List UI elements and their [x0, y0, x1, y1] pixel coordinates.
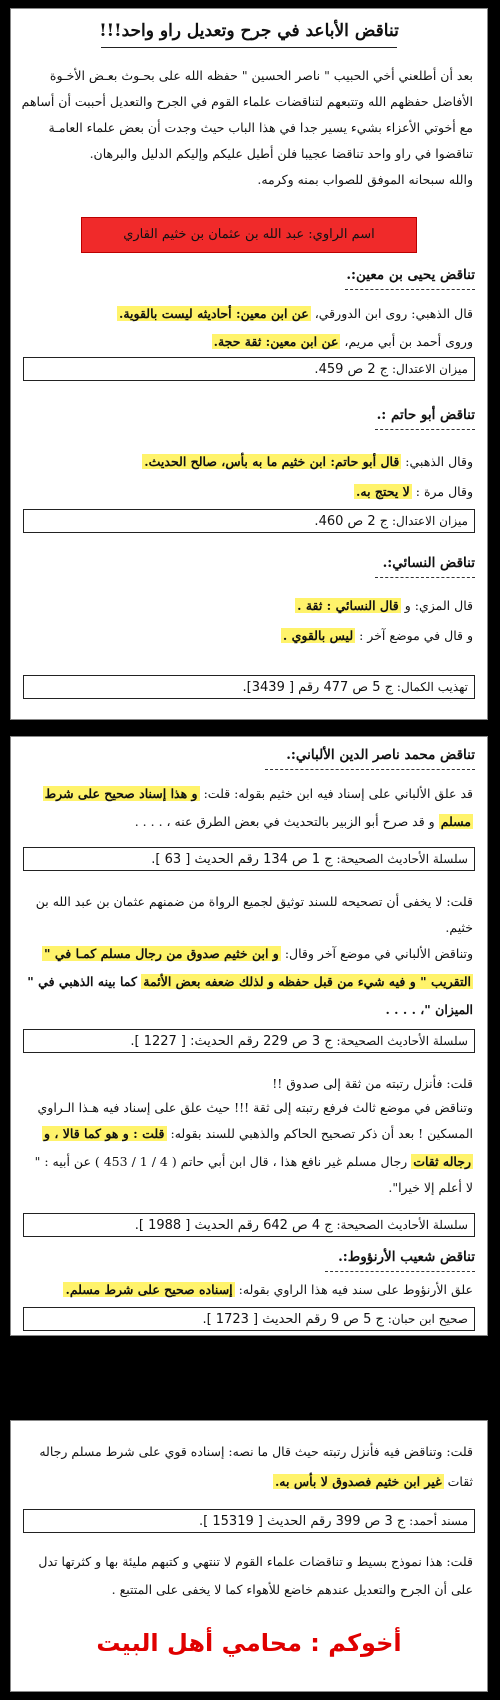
reference-number: ج 3 ص 399 رقم الحديث [ 15319 ].: [199, 1514, 406, 1529]
heading-underline: [325, 1271, 475, 1273]
comment-line: خثيم.: [445, 920, 473, 935]
quote-text: علق الأرنؤوط على سند فيه هذا الراوي بقوله:: [234, 1282, 473, 1297]
quote-line: [25, 1473, 473, 1491]
quote-line: [25, 305, 473, 323]
quote-line: لا أعلم إلا خيرا".: [388, 1180, 473, 1195]
author-signature: أخوكم : محامي أهل البيت: [96, 1629, 402, 1657]
document-title: تناقض الأباعد في جرح وتعديل راو واحد!!!: [99, 21, 399, 41]
quote-line: [25, 1125, 473, 1143]
highlighted-quote: ليس بالقوي .: [282, 628, 354, 643]
quote-text: كما بينه الذهبي في ": [27, 974, 142, 989]
heading-underline: [375, 577, 475, 579]
highlighted-quote: قال النسائي : ثقة .: [297, 598, 399, 613]
reference-source: سلسلة الأحاديث الصحيحة:: [332, 852, 468, 866]
title-underline: [101, 47, 397, 48]
highlighted-quote: غير ابن خثيم فصدوق لا بأس به.: [274, 1474, 442, 1489]
reference-number: ج 3 ص 229 رقم الحديث: [ 1227 ].: [130, 1034, 333, 1049]
highlighted-quote: و هذا إسناد صحيح على شرط: [44, 786, 198, 801]
reference-source: ميزان الاعتدال:: [388, 362, 468, 376]
intro-line: بعد أن أطلعني أخي الحبيب " ناصر الحسين " حفظه الله على بحـوث بعـض الأخـوة: [49, 68, 473, 83]
reference-source: ميزان الاعتدال:: [388, 514, 468, 528]
reference-box: [23, 675, 475, 699]
reference-source: سلسلة الأحاديث الصحيحة:: [332, 1034, 468, 1048]
reference-number: ج 4 ص 642 رقم الحديث [ 1988 ].: [134, 1218, 333, 1233]
conclusion-line: قلت: هذا نموذج بسيط و تناقضات علماء القوم لا تنتهي و كتبهم مليئة بها و كثرتها تدل: [38, 1554, 473, 1569]
reference-box: [23, 1509, 475, 1533]
reference-box: [23, 1029, 475, 1053]
intro-line: الأفاضل حفظهم الله وتتبعهم لتناقضات علماء القوم في الجرح والتعديل أحببت أن أساهم: [21, 94, 473, 109]
reference-number: ج 1 ص 134 رقم الحديث [ 63 ].: [151, 852, 333, 867]
quote-text: وتناقض الألباني في موضع آخر وقال:: [280, 946, 473, 961]
quote-line: [25, 785, 473, 803]
quote-text: المسكين ! بعد أن ذكر تصحيح الحاكم والذهبي للسند بقوله:: [166, 1126, 473, 1141]
reference-number: ج 5 ص 477 رقم [ 3439].: [242, 680, 394, 695]
reference-source: سلسلة الأحاديث الصحيحة:: [332, 1218, 468, 1232]
intro-line: مع أخوتي الأعزاء بشيء يسير جدا في هذا الباب حيث وجدت أن بعض علماء العامـة: [48, 120, 473, 135]
reference-number: ج 2 ص 459.: [314, 362, 389, 377]
quote-line: [25, 597, 473, 615]
quote-text: وروى أحمد بن أبي مريم،: [340, 334, 473, 349]
quote-text: رجال مسلم غير نافع هذا ، قال ابن أبي حاتم ( 4 / 1 / 453 ) عن أبيه : ": [34, 1154, 412, 1169]
quote-text: وقال الذهبي:: [401, 454, 473, 469]
heading-underline: [375, 429, 475, 431]
section-heading-nasai: تناقض النسائي:.: [382, 555, 475, 571]
reference-box: [23, 509, 475, 533]
heading-underline: [345, 289, 475, 291]
section-heading-arnaut: تناقض شعيب الأرنؤوط:.: [338, 1249, 475, 1265]
quote-line: [25, 333, 473, 351]
section-heading-abu-hatim: تناقض أبو حاتم :.: [376, 407, 475, 423]
quote-text: قال المزي: و: [400, 598, 473, 613]
heading-underline: [265, 769, 475, 771]
quote-line: [25, 1153, 473, 1171]
reference-number: ج 5 ص 9 رقم الحديث [ 1723 ].: [202, 1312, 384, 1327]
quote-line: [25, 973, 473, 991]
highlighted-quote: التقريب " و فيه شيء من قبل حفظه و لذلك ضعفه بعض الأئمة: [143, 974, 471, 989]
conclusion-line: على أن الجرح والتعديل عندهم خاضع للأهواء كما لا يخفى على المتتبع .: [111, 1582, 473, 1597]
highlighted-quote: مسلم: [440, 814, 471, 829]
quote-line: [25, 945, 473, 963]
quote-line: الميزان "، . . . .: [385, 1002, 473, 1017]
quote-line: [25, 453, 473, 471]
comment-line: وتناقض في موضع ثالث فرفع رتبته إلى ثقة !!! حيث علق على إسناد فيه هـذا الـراوي: [37, 1100, 473, 1115]
document-page-2: [10, 736, 488, 1336]
document-page-3: [10, 1420, 488, 1692]
highlighted-quote: عن ابن معين: ثقة حجة.: [213, 334, 339, 349]
reference-box: [23, 1213, 475, 1237]
highlighted-quote: إسناده صحيح على شرط مسلم.: [65, 1282, 233, 1297]
comment-line: قلت: وتناقض فيه فأنزل رتبته حيث قال ما نصه: إسناده قوي على شرط مسلم رجاله: [39, 1444, 473, 1459]
highlighted-quote: قلت : و هو كما قالا ، و: [43, 1126, 165, 1141]
highlighted-quote: عن ابن معين: أحاديثه ليست بالقوية.: [118, 306, 309, 321]
section-heading-ibn-maeen: تناقض يحيى بن معين:.: [346, 267, 475, 283]
highlighted-quote: قال أبو حاتم: ابن خثيم ما به بأس، صالح الحديث.: [144, 454, 400, 469]
quote-line: [25, 627, 473, 645]
intro-line: والله سبحانه الموفق للصواب بمنه وكرمه.: [257, 172, 473, 187]
highlighted-quote: لا يحتج به.: [356, 484, 410, 499]
highlighted-quote: و ابن خثيم صدوق من رجال مسلم كمـا في ": [43, 946, 279, 961]
comment-line: قلت: فأنزل رتبته من ثقة إلى صدوق !!: [272, 1076, 473, 1091]
quote-text: و قد صرح أبو الزبير بالتحديث في بعض الطرق عنه ، . . . .: [134, 814, 439, 829]
document-page-1: [10, 8, 488, 720]
reference-box: [23, 357, 475, 381]
comment-line: قلت: لا يخفى أن تصحيحه للسند توثيق لجميع الرواة من ضمنهم عثمان بن عبد الله بن: [35, 894, 473, 909]
quote-text: ثقات: [443, 1474, 473, 1489]
quote-text: وقال مرة :: [411, 484, 473, 499]
quote-text: و قال في موضع آخر :: [355, 628, 473, 643]
quote-line: [25, 483, 473, 501]
reference-source: تهذيب الكمال:: [393, 680, 468, 694]
intro-line: تناقضوا في راو واحد تناقضا عجيبا فلن أطيل عليكم وإليكم الدليل والبرهان.: [89, 146, 473, 161]
reference-source: صحيح ابن حبان:: [383, 1312, 468, 1326]
narrator-name-banner: اسم الراوي: عبد الله بن عثمان بن خثيم القاري: [81, 217, 417, 253]
quote-text: قد علق الألباني على إسناد فيه ابن خثيم بقوله: قلت:: [199, 786, 473, 801]
highlighted-quote: رجاله ثقات: [413, 1154, 471, 1169]
reference-box: [23, 847, 475, 871]
section-heading-albani: تناقض محمد ناصر الدين الألباني:.: [286, 747, 475, 763]
reference-source: مسند أحمد:: [405, 1514, 468, 1528]
reference-box: [23, 1307, 475, 1331]
reference-number: ج 2 ص 460.: [314, 514, 389, 529]
quote-line: [25, 1281, 473, 1299]
quote-line: [25, 813, 473, 831]
quote-text: قال الذهبي: روى ابن الدورقي،: [310, 306, 473, 321]
